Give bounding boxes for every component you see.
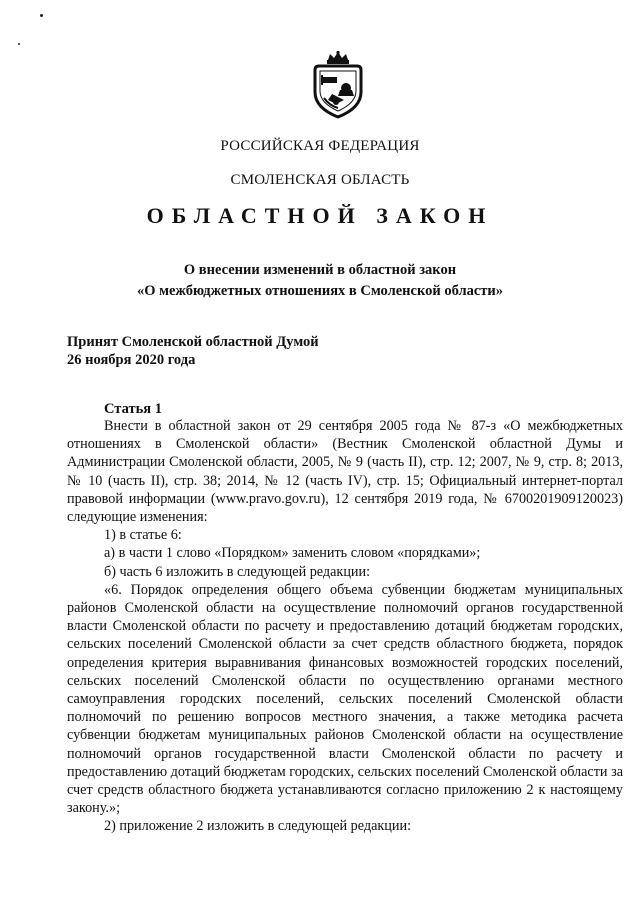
quoted-part-6: «6. Порядок определения общего объема субвенции бюджетам муниципальных районов Смоленской области на осуществление полномочий органов государственной власти Смоленской области по расчету и предоставлению дотаций бюджетам городских, сельских поселений Смоленской области за счет средств областного бюджета, порядок определения критерия выравнивания финансовых возможностей городских поселений, сельских поселений Смоленской области по осуществлению органами местного самоуправления городских поселений, сельских поселений Смоленской области полномочий по решению вопросов местного значения, а также методика расчета субвенции бюджетам муниципальных районов Смоленской области на осуществление полномочий органов государственной власти Смоленской области по расчету и предоставлению дотаций бюджетам городских, сельских поселений Смоленской области за счет средств областного бюджета устанавливаются согласно приложению 2 к настоящему закону.»; [67, 581, 623, 817]
list-item-1a: а) в части 1 слово «Порядком» заменить словом «порядками»; [104, 545, 481, 562]
document-type-title: ОБЛАСТНОЙ ЗАКОН [146, 203, 494, 228]
list-item-1b: б) часть 6 изложить в следующей редакции: [104, 563, 371, 580]
adoption-line-1: Принят Смоленской областной Думой [67, 334, 319, 350]
list-item-2: 2) приложение 2 изложить в следующей редакции: [104, 818, 412, 835]
list-item-1: 1) в статье 6: [104, 527, 182, 544]
adoption-date: 26 ноября 2020 года [67, 352, 196, 368]
subject-line-1: О внесении изменений в областной закон [183, 262, 457, 278]
article-heading: Статья 1 [104, 401, 162, 417]
subject-line-2: «О межбюджетных отношениях в Смоленской области» [136, 283, 504, 299]
scan-speck [40, 14, 43, 17]
article-intro-paragraph: Внести в областной закон от 29 сентября 2005 года № 87-з «О межбюджетных отношениях в Смоленской области» (Вестник Смоленской областной Думы и Администрации Смоленской области, 2005, № 9 (часть II), стр. 12; 2007, № 9, стр. 8; 2013, № 10 (часть II), стр. 38; 2014, № 12 (часть IV), стр. 15; Официальный интернет-портал правовой информации (www.pravo.gov.ru), 12 сентября 2019 года, № 6700201909120023) следующие изменения: [67, 418, 623, 526]
region-heading: СМОЛЕНСКАЯ ОБЛАСТЬ [230, 172, 410, 188]
scan-speck [18, 43, 20, 45]
country-heading: РОССИЙСКАЯ ФЕДЕРАЦИЯ [220, 138, 420, 154]
article-body [67, 417, 623, 836]
coat-of-arms-emblem [310, 50, 366, 120]
